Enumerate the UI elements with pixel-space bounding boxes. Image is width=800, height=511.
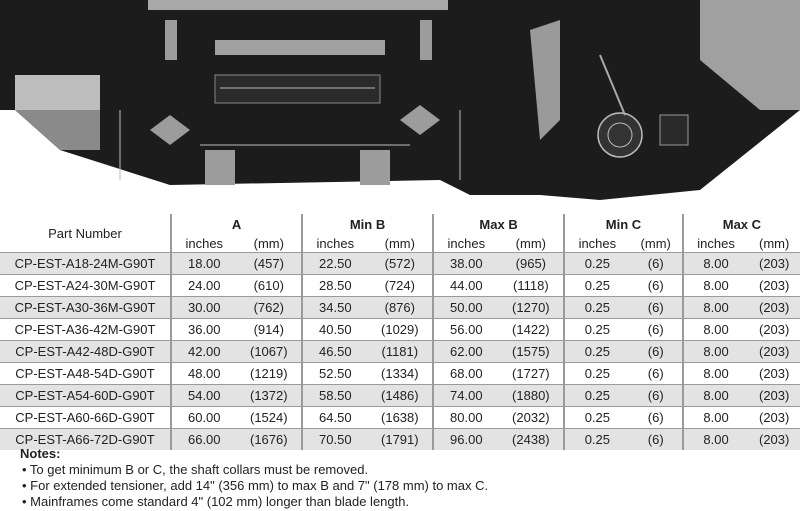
- min-b-inches-cell: 46.50: [302, 341, 368, 363]
- max-b-inches-cell: 74.00: [433, 385, 499, 407]
- max-c-inches-cell: 8.00: [683, 407, 749, 429]
- min-c-mm-cell: (6): [630, 297, 683, 319]
- min-c-mm-cell: (6): [630, 341, 683, 363]
- min-b-inches-cell: 28.50: [302, 275, 368, 297]
- max-b-mm-cell: (2032): [499, 407, 565, 429]
- max-c-inches-cell: 8.00: [683, 429, 749, 451]
- min-b-inches-cell: 58.50: [302, 385, 368, 407]
- min-c-inches-cell: 0.25: [564, 297, 630, 319]
- max-c-mm-cell: (203): [748, 253, 800, 275]
- column-header-a: A: [171, 214, 302, 236]
- table-row: [0, 275, 800, 297]
- part-number-cell: CP-EST-A18-24M-G90T: [0, 253, 171, 275]
- a-mm-cell: (457): [237, 253, 303, 275]
- max-c-inches-cell: 8.00: [683, 275, 749, 297]
- part-number-cell: CP-EST-A24-30M-G90T: [0, 275, 171, 297]
- column-header-max-b: Max B: [433, 214, 564, 236]
- max-c-inches-cell: 8.00: [683, 341, 749, 363]
- min-c-mm-cell: (6): [630, 363, 683, 385]
- min-c-mm-cell: (6): [630, 275, 683, 297]
- notes-title: Notes:: [20, 446, 61, 461]
- specification-table: [0, 214, 800, 450]
- part-number-cell: CP-EST-A36-42M-G90T: [0, 319, 171, 341]
- max-c-mm-cell: (203): [748, 429, 800, 451]
- min-c-inches-cell: 0.25: [564, 429, 630, 451]
- a-inches-cell: 66.00: [171, 429, 237, 451]
- max-b-inches-cell: 44.00: [433, 275, 499, 297]
- column-header-max-c: Max C: [683, 214, 800, 236]
- header-group-row: [0, 214, 800, 236]
- technical-drawing: [0, 0, 800, 212]
- max-b-inches-cell: 68.00: [433, 363, 499, 385]
- min-b-mm-cell: (1181): [368, 341, 434, 363]
- unit-inches: inches: [171, 236, 237, 253]
- max-b-mm-cell: (1270): [499, 297, 565, 319]
- min-c-inches-cell: 0.25: [564, 275, 630, 297]
- max-c-mm-cell: (203): [748, 407, 800, 429]
- column-header-part-number: Part Number: [48, 225, 122, 241]
- table-row: [0, 319, 800, 341]
- max-b-inches-cell: 50.00: [433, 297, 499, 319]
- min-c-mm-cell: (6): [630, 319, 683, 341]
- min-b-inches-cell: 70.50: [302, 429, 368, 451]
- min-b-mm-cell: (572): [368, 253, 434, 275]
- a-inches-cell: 60.00: [171, 407, 237, 429]
- min-c-mm-cell: (6): [630, 407, 683, 429]
- unit-mm: (mm): [253, 236, 284, 251]
- a-mm-cell: (1676): [237, 429, 303, 451]
- min-c-mm-cell: (6): [630, 253, 683, 275]
- min-c-mm-cell: (6): [630, 385, 683, 407]
- max-c-mm-cell: (203): [748, 341, 800, 363]
- min-b-inches-cell: 40.50: [302, 319, 368, 341]
- min-b-inches-cell: 64.50: [302, 407, 368, 429]
- column-header-min-b: Min B: [302, 214, 433, 236]
- a-mm-cell: (1524): [237, 407, 303, 429]
- min-b-mm-cell: (1486): [368, 385, 434, 407]
- unit-inches: inches: [564, 236, 630, 253]
- max-c-inches-cell: 8.00: [683, 297, 749, 319]
- unit-inches: inches: [683, 236, 749, 253]
- max-c-mm-cell: (203): [748, 275, 800, 297]
- a-mm-cell: (914): [237, 319, 303, 341]
- min-b-mm-cell: (1638): [368, 407, 434, 429]
- min-c-inches-cell: 0.25: [564, 385, 630, 407]
- a-mm-cell: (1067): [237, 341, 303, 363]
- min-b-mm-cell: (724): [368, 275, 434, 297]
- a-mm-cell: (1219): [237, 363, 303, 385]
- min-b-mm-cell: (1029): [368, 319, 434, 341]
- max-c-mm-cell: (203): [748, 319, 800, 341]
- min-b-mm-cell: (876): [368, 297, 434, 319]
- max-b-inches-cell: 80.00: [433, 407, 499, 429]
- min-c-inches-cell: 0.25: [564, 319, 630, 341]
- min-c-inches-cell: 0.25: [564, 253, 630, 275]
- max-b-mm-cell: (1727): [499, 363, 565, 385]
- a-mm-cell: (1372): [237, 385, 303, 407]
- part-number-cell: CP-EST-A60-66D-G90T: [0, 407, 171, 429]
- min-b-inches-cell: 34.50: [302, 297, 368, 319]
- max-c-inches-cell: 8.00: [683, 363, 749, 385]
- table-row: [0, 407, 800, 429]
- max-b-inches-cell: 62.00: [433, 341, 499, 363]
- a-inches-cell: 48.00: [171, 363, 237, 385]
- min-b-mm-cell: (1334): [368, 363, 434, 385]
- max-b-mm-cell: (1575): [499, 341, 565, 363]
- min-b-inches-cell: 52.50: [302, 363, 368, 385]
- min-b-inches-cell: 22.50: [302, 253, 368, 275]
- max-b-mm-cell: (1422): [499, 319, 565, 341]
- unit-mm: (mm): [384, 236, 415, 251]
- max-c-mm-cell: (203): [748, 363, 800, 385]
- max-c-inches-cell: 8.00: [683, 385, 749, 407]
- note-item: • To get minimum B or C, the shaft collars must be removed.: [22, 462, 369, 477]
- table-row: [0, 363, 800, 385]
- column-header-min-c: Min C: [564, 214, 683, 236]
- a-inches-cell: 36.00: [171, 319, 237, 341]
- part-number-cell: CP-EST-A48-54D-G90T: [0, 363, 171, 385]
- max-b-inches-cell: 96.00: [433, 429, 499, 451]
- max-c-mm-cell: (203): [748, 297, 800, 319]
- max-c-inches-cell: 8.00: [683, 319, 749, 341]
- note-item: • Mainframes come standard 4" (102 mm) longer than blade length.: [22, 494, 410, 509]
- min-c-inches-cell: 0.25: [564, 407, 630, 429]
- min-c-inches-cell: 0.25: [564, 341, 630, 363]
- a-mm-cell: (610): [237, 275, 303, 297]
- unit-mm: (mm): [640, 236, 671, 251]
- max-b-inches-cell: 38.00: [433, 253, 499, 275]
- part-number-cell: CP-EST-A30-36M-G90T: [0, 297, 171, 319]
- unit-mm: (mm): [759, 236, 790, 251]
- unit-inches: inches: [302, 236, 368, 253]
- a-inches-cell: 18.00: [171, 253, 237, 275]
- min-b-mm-cell: (1791): [368, 429, 434, 451]
- min-c-inches-cell: 0.25: [564, 363, 630, 385]
- part-number-cell: CP-EST-A66-72D-G90T: [0, 429, 171, 451]
- max-b-mm-cell: (2438): [499, 429, 565, 451]
- unit-mm: (mm): [515, 236, 546, 251]
- max-b-mm-cell: (1880): [499, 385, 565, 407]
- table-row: [0, 253, 800, 275]
- part-number-cell: CP-EST-A54-60D-G90T: [0, 385, 171, 407]
- max-b-inches-cell: 56.00: [433, 319, 499, 341]
- max-c-mm-cell: (203): [748, 385, 800, 407]
- a-inches-cell: 24.00: [171, 275, 237, 297]
- a-inches-cell: 54.00: [171, 385, 237, 407]
- table-row: [0, 297, 800, 319]
- note-item: • For extended tensioner, add 14" (356 mm) to max B and 7" (178 mm) to max C.: [22, 478, 489, 493]
- max-c-inches-cell: 8.00: [683, 253, 749, 275]
- unit-inches: inches: [433, 236, 499, 253]
- min-c-mm-cell: (6): [630, 429, 683, 451]
- table-row: [0, 385, 800, 407]
- max-b-mm-cell: (965): [499, 253, 565, 275]
- max-b-mm-cell: (1118): [499, 275, 565, 297]
- table-row: [0, 341, 800, 363]
- a-mm-cell: (762): [237, 297, 303, 319]
- a-inches-cell: 30.00: [171, 297, 237, 319]
- notes-section: [20, 446, 488, 510]
- part-number-cell: CP-EST-A42-48D-G90T: [0, 341, 171, 363]
- a-inches-cell: 42.00: [171, 341, 237, 363]
